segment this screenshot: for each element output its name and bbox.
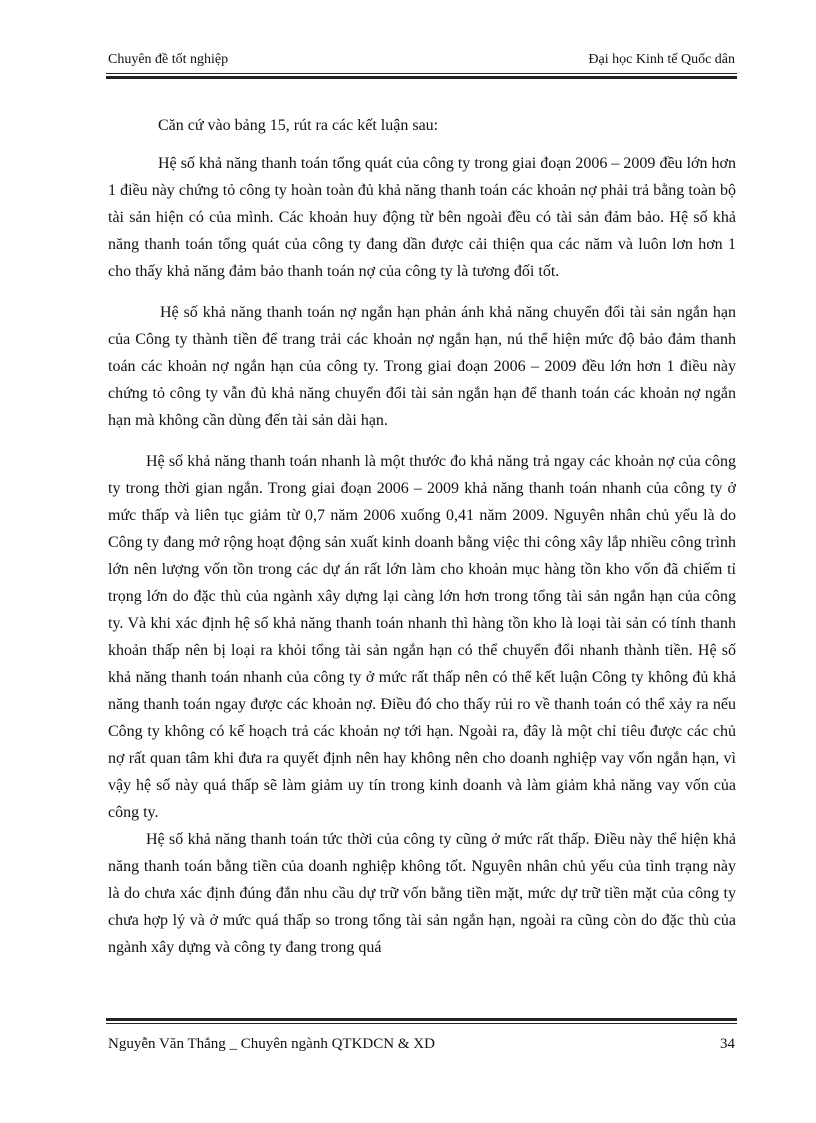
footer-author: Nguyễn Văn Thắng _ Chuyên ngành QTKDCN & XD xyxy=(108,1036,435,1052)
paragraph-cash-ratio: Hệ số khả năng thanh toán tức thời của công ty cũng ở mức rất thấp. Điều này thể hiện khả năng thanh toán bằng tiền của doanh nghiệp không tốt. Nguyên nhân chủ yếu của tình trạng này là do chưa xác định đúng đắn nhu cầu dự trữ vốn bằng tiền mặt, mức dự trữ tiền mặt của công ty chưa hợp lý và ở mức quá thấp so trong tổng tài sản ngắn hạn, ngoài ra cũng còn do đặc thù của ngành xây dựng và công ty đang trong quá xyxy=(108,831,736,956)
header-rule-thick xyxy=(106,76,737,79)
paragraph-quick-ratio: Hệ số khả năng thanh toán nhanh là một thước đo khả năng trả ngay các khoản nợ của công ty trong thời gian ngắn. Trong giai đoạn 2006 – 2009 khả năng thanh toán nhanh của công ty ở mức thấp và liên tục giảm từ 0,7 năm 2006 xuống 0,41 năm 2009. Nguyên nhân chủ yếu là do Công ty đang mở rộng hoạt động sản xuất kinh doanh bằng việc thi công xây lắp nhiều công trình lớn nên lượng vốn tồn trong các dự án rất lớn làm cho khoản mục hàng tồn kho vốn đã chiếm tỉ trọng lớn do đặc thù của ngành xây dựng lại càng lớn hơn trong tổng tài sản ngắn hạn của công ty. Và khi xác định hệ số khả năng thanh toán nhanh thì hàng tồn kho là loại tài sản có tính thanh khoản thấp nên bị loại ra khỏi tổng tài sản ngắn hạn có thể chuyển đổi nhanh thành tiền. Hệ số khả năng thanh toán nhanh của công ty ở mức rất thấp nên có thể kết luận Công ty không đủ khả năng thanh toán ngay được các khoản nợ. Điều đó cho thấy rủi ro về thanh toán có thể xảy ra nếu Công ty không có kế hoạch trả các khoản nợ tới hạn. Ngoài ra, đây là một chỉ tiêu được các chủ nợ rất quan tâm khi đưa ra quyết định nên hay không nên cho doanh nghiệp vay vốn ngắn hạn, vì vậy hệ số này quá thấp sẽ làm giảm uy tín trong kinh doanh và làm giảm khả năng vay vốn của công ty. xyxy=(108,453,736,821)
page-header xyxy=(108,52,735,72)
header-rule-thin xyxy=(106,73,737,74)
paragraph-general-solvency: Hệ số khả năng thanh toán tổng quát của công ty trong giai đoạn 2006 – 2009 đều lớn hơn 1 điều này chứng tỏ công ty hoàn toàn đủ khả năng thanh toán các khoản nợ phải trả bằng toàn bộ tài sản hiện có của mình. Các khoản huy động từ bên ngoài đều có tài sản đảm bảo. Hệ số khả năng thanh toán tổng quát của công ty đang dần được cải thiện qua các năm và luôn lơn hơn 1 cho thấy khả năng đảm bảo thanh toán nợ của công ty là tương đối tốt. xyxy=(108,155,736,280)
body-text xyxy=(108,112,736,961)
page-footer xyxy=(108,1036,735,1058)
header-university: Đại học Kinh tế Quốc dân xyxy=(588,52,735,67)
page-number: 34 xyxy=(720,1036,735,1052)
footer-rule-thick xyxy=(106,1018,737,1021)
footer-rule-thin xyxy=(106,1023,737,1024)
intro-paragraph: Căn cứ vào bảng 15, rút ra các kết luận sau: xyxy=(158,117,439,134)
paragraph-current-ratio: Hệ số khả năng thanh toán nợ ngắn hạn phản ánh khả năng chuyển đổi tài sản ngắn hạn của Công ty thành tiền để trang trải các khoản nợ ngắn hạn, nú thể hiện mức độ bảo đảm thanh toán các khoản nợ ngắn hạn của công ty. Trong giai đoạn 2006 – 2009 đều lớn hơn 1 điều này chứng tỏ công ty vẫn đủ khả năng chuyển đổi tài sản ngắn hạn để thanh toán các khoản nợ ngắn hạn mà không cần dùng đến tài sản dài hạn. xyxy=(108,304,736,429)
header-document-type: Chuyên đề tốt nghiệp xyxy=(108,52,229,67)
